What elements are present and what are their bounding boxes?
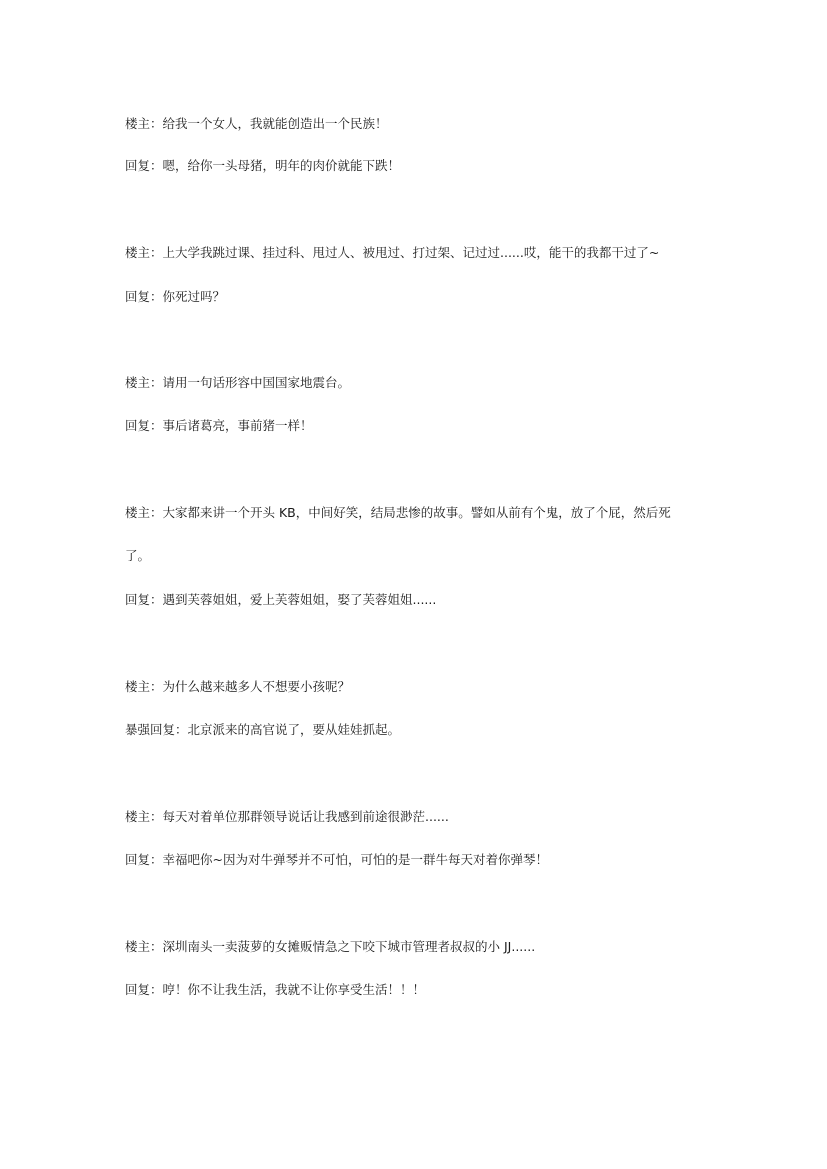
post-5-question: 楼主：为什么越来越多人不想要小孩呢？ bbox=[125, 679, 351, 694]
post-2-reply: 回复：你死过吗？ bbox=[125, 289, 226, 304]
post-7-question: 楼主：深圳南头一卖菠萝的女摊贩情急之下咬下城市管理者叔叔的小 JJ...... bbox=[125, 939, 536, 954]
post-7-reply: 回复：哼！你不让我生活，我就不让你享受生活！！！ bbox=[125, 982, 426, 997]
post-4-question-continued: 了。 bbox=[125, 548, 151, 563]
post-6-question: 楼主：每天对着单位那群领导说话让我感到前途很渺茫...... bbox=[125, 809, 449, 824]
post-6-reply: 回复：幸福吧你~因为对牛弹琴并不可怕，可怕的是一群牛每天对着你弹琴！ bbox=[125, 852, 548, 867]
post-5-reply: 暴强回复：北京派来的高官说了，要从娃娃抓起。 bbox=[125, 722, 401, 737]
post-1-reply: 回复：嗯，给你一头母猪，明年的肉价就能下跌！ bbox=[125, 158, 401, 173]
post-3-question: 楼主：请用一句话形容中国国家地震台。 bbox=[125, 375, 351, 390]
post-3-reply: 回复：事后诸葛亮，事前猪一样！ bbox=[125, 418, 313, 433]
post-4-reply: 回复：遇到芙蓉姐姐，爱上芙蓉姐姐，娶了芙蓉姐姐...... bbox=[125, 592, 437, 607]
post-1-question: 楼主：给我一个女人，我就能创造出一个民族！ bbox=[125, 116, 388, 131]
post-2-question: 楼主：上大学我跳过课、挂过科、甩过人、被甩过、打过架、记过过......哎，能干的我都干过了~ bbox=[125, 245, 660, 260]
post-4-question: 楼主：大家都来讲一个开头 KB，中间好笑，结局悲惨的故事。譬如从前有个鬼，放了个屁，然后死 bbox=[125, 505, 671, 520]
